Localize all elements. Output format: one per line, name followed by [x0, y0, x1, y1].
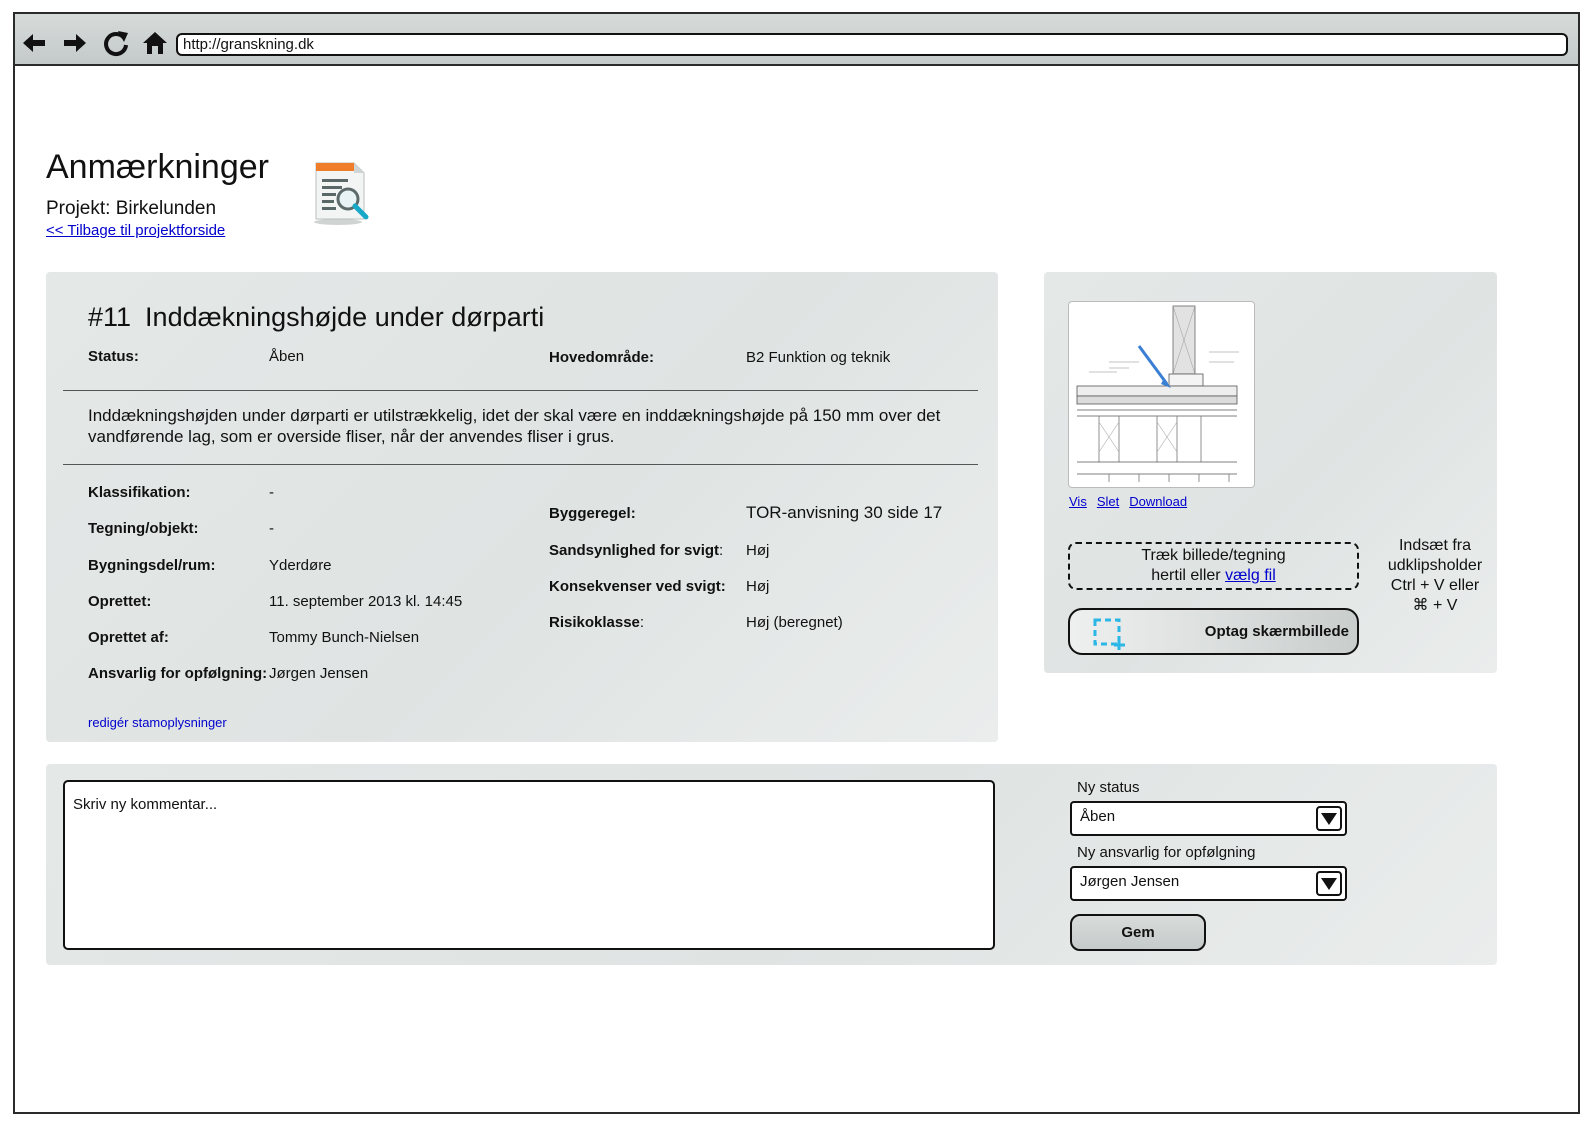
file-dropzone[interactable]: [1068, 542, 1359, 590]
capture-screenshot-button[interactable]: [1068, 608, 1359, 655]
divider: [63, 464, 978, 465]
classification-label: Klassifikation:: [88, 484, 191, 501]
failure-consequence-label: Konsekvenser ved svigt:: [549, 578, 726, 595]
delete-link[interactable]: Slet: [1096, 494, 1120, 509]
issue-number: #11: [88, 302, 132, 332]
issue-title: [88, 302, 544, 333]
created-value: 11. september 2013 kl. 14:45: [269, 593, 463, 610]
building-part-label: Bygningsdel/rum:: [88, 557, 216, 574]
paste-hint-line: Ctrl + V eller: [1390, 577, 1480, 594]
classification-value: -: [269, 484, 274, 501]
screen-capture-icon: [1092, 617, 1126, 651]
divider: [63, 390, 978, 391]
drawing-thumbnail[interactable]: [1068, 301, 1255, 488]
responsible-select[interactable]: [1070, 866, 1347, 901]
status-label: Status:: [88, 348, 139, 365]
paste-hint-line: Indsæt fra: [1398, 537, 1472, 554]
risk-class-value: Høj (beregnet): [746, 614, 843, 631]
reload-icon[interactable]: [101, 28, 131, 58]
status-select[interactable]: [1070, 801, 1347, 836]
area-value: B2 Funktion og teknik: [746, 349, 891, 366]
risk-class-label: Risikoklasse:: [549, 614, 645, 631]
chevron-down-icon[interactable]: [1316, 806, 1342, 831]
home-icon[interactable]: [140, 28, 170, 58]
edit-master-data-link[interactable]: redigér stamoplysninger: [88, 715, 227, 730]
forward-arrow-icon[interactable]: [60, 28, 90, 58]
issue-details-panel: [46, 272, 998, 742]
area-label: Hovedområde:: [549, 349, 655, 366]
dropzone-prefix: hertil eller: [1151, 567, 1226, 584]
attachments-panel: [1044, 272, 1497, 673]
new-responsible-label: Ny ansvarlig for opfølgning: [1077, 844, 1256, 861]
created-by-label: Oprettet af:: [88, 629, 169, 646]
new-status-label: Ny status: [1077, 779, 1140, 796]
dropzone-text: Træk billede/tegning: [1141, 547, 1286, 564]
building-part-value: Yderdøre: [269, 557, 332, 574]
comment-input[interactable]: [63, 780, 995, 950]
paste-hint-line: ⌘ + V: [1412, 597, 1458, 614]
responsible-value: Jørgen Jensen: [269, 665, 369, 682]
document-search-icon: [306, 155, 378, 227]
drawing-value: -: [269, 520, 274, 537]
dropzone-text-line2: [1070, 566, 1357, 586]
save-button[interactable]: Gem: [1070, 914, 1206, 951]
issue-title-text: Inddækningshøjde under dørparti: [145, 302, 545, 332]
page-title: Anmærkninger: [46, 148, 269, 186]
status-value: Åben: [269, 348, 305, 365]
failure-probability-label: Sandsynlighed for svigt:: [549, 542, 724, 559]
project-name: Projekt: Birkelunden: [46, 198, 217, 219]
chevron-down-icon[interactable]: [1316, 871, 1342, 896]
issue-description: Inddækningshøjden under dørparti er utilstrækkelig, idet der skal være en inddækningshøjde på 150 mm over det vandførende lag, som er overside fliser, når der anvendes fliser i grus.: [88, 406, 941, 446]
failure-consequence-value: Høj: [746, 578, 770, 595]
download-link[interactable]: Download: [1129, 494, 1188, 509]
capture-button-label: Optag skærmbillede: [1204, 623, 1349, 640]
building-rule-label: Byggeregel:: [549, 505, 636, 522]
back-to-project-link[interactable]: << Tilbage til projektforside: [46, 222, 226, 239]
building-rule-value: TOR-anvisning 30 side 17: [746, 503, 943, 522]
responsible-label: Ansvarlig for opfølgning:: [88, 665, 268, 682]
failure-probability-value: Høj: [746, 542, 770, 559]
responsible-select-value: Jørgen Jensen: [1080, 873, 1180, 890]
paste-hint: [1380, 536, 1490, 616]
comment-panel: [46, 764, 1497, 965]
thumbnail-actions: [1069, 494, 1197, 509]
browser-toolbar: [15, 14, 1578, 66]
created-label: Oprettet:: [88, 593, 152, 610]
url-bar[interactable]: http://granskning.dk: [176, 33, 1568, 56]
back-arrow-icon[interactable]: [19, 28, 49, 58]
status-select-value: Åben: [1080, 808, 1116, 825]
choose-file-link[interactable]: vælg fil: [1225, 567, 1276, 584]
created-by-value: Tommy Bunch-Nielsen: [269, 629, 420, 646]
drawing-label: Tegning/objekt:: [88, 520, 199, 537]
view-link[interactable]: Vis: [1069, 494, 1087, 509]
paste-hint-line: udklipsholder: [1387, 557, 1483, 574]
